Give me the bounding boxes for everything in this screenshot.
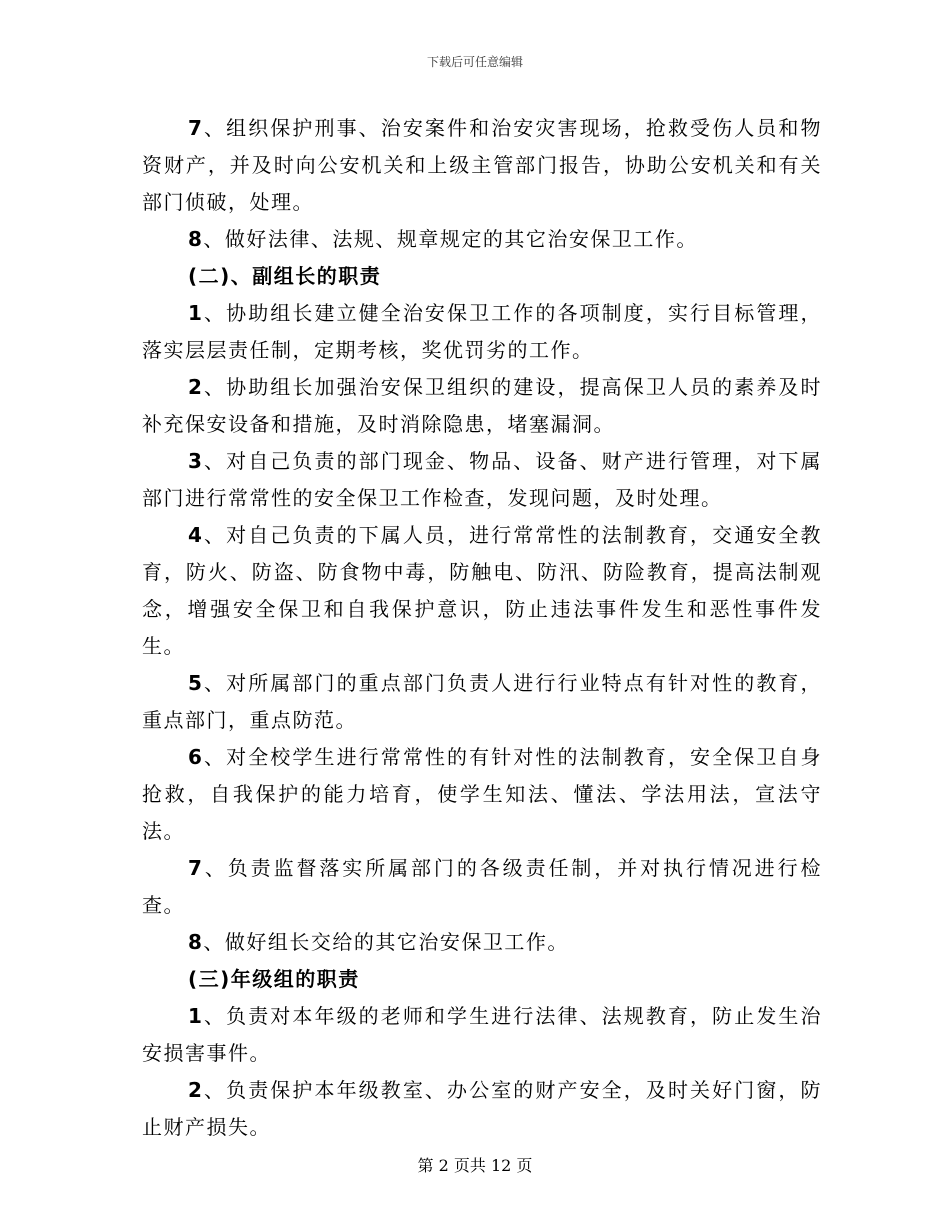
item-number: 7 <box>188 856 204 880</box>
paragraph-text: 、负责监督落实所属部门的各级责任制，并对执行情况进行检查。 <box>142 856 822 917</box>
paragraph-text: 、对自己负责的下属人员，进行常常性的法制教育，交通安全教育，防火、防盗、防食物中毒，防触电、防汛、防险教育，提高法制观念，增强安全保卫和自我保护意识，防止违法事件发生和恶性事件发生。 <box>142 523 822 658</box>
page-header: 下载后可任意编辑 <box>426 55 523 69</box>
section-heading-grade-group: (三)年级组的职责 <box>188 967 360 991</box>
item-number: 2 <box>188 375 204 399</box>
item-number: 2 <box>188 1078 204 1102</box>
item-number: 7 <box>188 116 204 140</box>
paragraph-text: 、负责对本年级的老师和学生进行法律、法规教育，防止发生治安损害事件。 <box>142 1004 822 1065</box>
item-number: 1 <box>188 1004 204 1028</box>
document-body <box>142 110 822 1146</box>
item-number: 8 <box>188 930 204 954</box>
paragraph-7b <box>142 850 822 924</box>
section-heading-vice-leader: (二)、副组长的职责 <box>188 264 382 288</box>
paragraph-6b <box>142 739 822 850</box>
page-footer: 第 2 页共 12 页 <box>417 1156 533 1175</box>
paragraph-text: 、对自己负责的部门现金、物品、设备、财产进行管理，对下属部门进行常常性的安全保卫工作检查，发现问题，及时处理。 <box>142 449 822 510</box>
paragraph-3b <box>142 443 822 517</box>
paragraph-text: 、做好组长交给的其它治安保卫工作。 <box>203 930 569 954</box>
paragraph-text: 、对全校学生进行常常性的有针对性的法制教育，安全保卫自身抢救，自我保护的能力培育，使学生知法、懂法、学法用法，宣法守法。 <box>142 745 822 843</box>
item-number: 6 <box>188 745 204 769</box>
paragraph-1b <box>142 295 822 369</box>
paragraph-text: 、协助组长建立健全治安保卫工作的各项制度，实行目标管理，落实层层责任制，定期考核，奖优罚劣的工作。 <box>142 301 822 362</box>
item-number: 5 <box>188 671 204 695</box>
paragraph-2c <box>142 1072 822 1146</box>
paragraph-text: 、做好法律、法规、规章规定的其它治安保卫工作。 <box>203 227 698 251</box>
paragraph-text: 、负责保护本年级教室、办公室的财产安全，及时关好门窗，防止财产损失。 <box>142 1078 822 1139</box>
paragraph-text: 、组织保护刑事、治安案件和治安灾害现场，抢救受伤人员和物资财产，并及时向公安机关和上级主管部门报告，协助公安机关和有关部门侦破，处理。 <box>142 116 822 214</box>
paragraph-text: 、协助组长加强治安保卫组织的建设，提高保卫人员的素养及时补充保安设备和措施，及时消除隐患，堵塞漏洞。 <box>142 375 822 436</box>
paragraph-text: 、对所属部门的重点部门负责人进行行业特点有针对性的教育，重点部门，重点防范。 <box>142 671 822 732</box>
item-number: 3 <box>188 449 204 473</box>
paragraph-4b <box>142 517 822 665</box>
item-number: 8 <box>188 227 204 251</box>
item-number: 1 <box>188 301 204 325</box>
item-number: 4 <box>188 523 204 547</box>
paragraph-1c <box>142 998 822 1072</box>
paragraph-8b <box>142 924 822 961</box>
paragraph-2b <box>142 369 822 443</box>
paragraph-5b <box>142 665 822 739</box>
paragraph-8a <box>142 221 822 258</box>
paragraph-7a <box>142 110 822 221</box>
